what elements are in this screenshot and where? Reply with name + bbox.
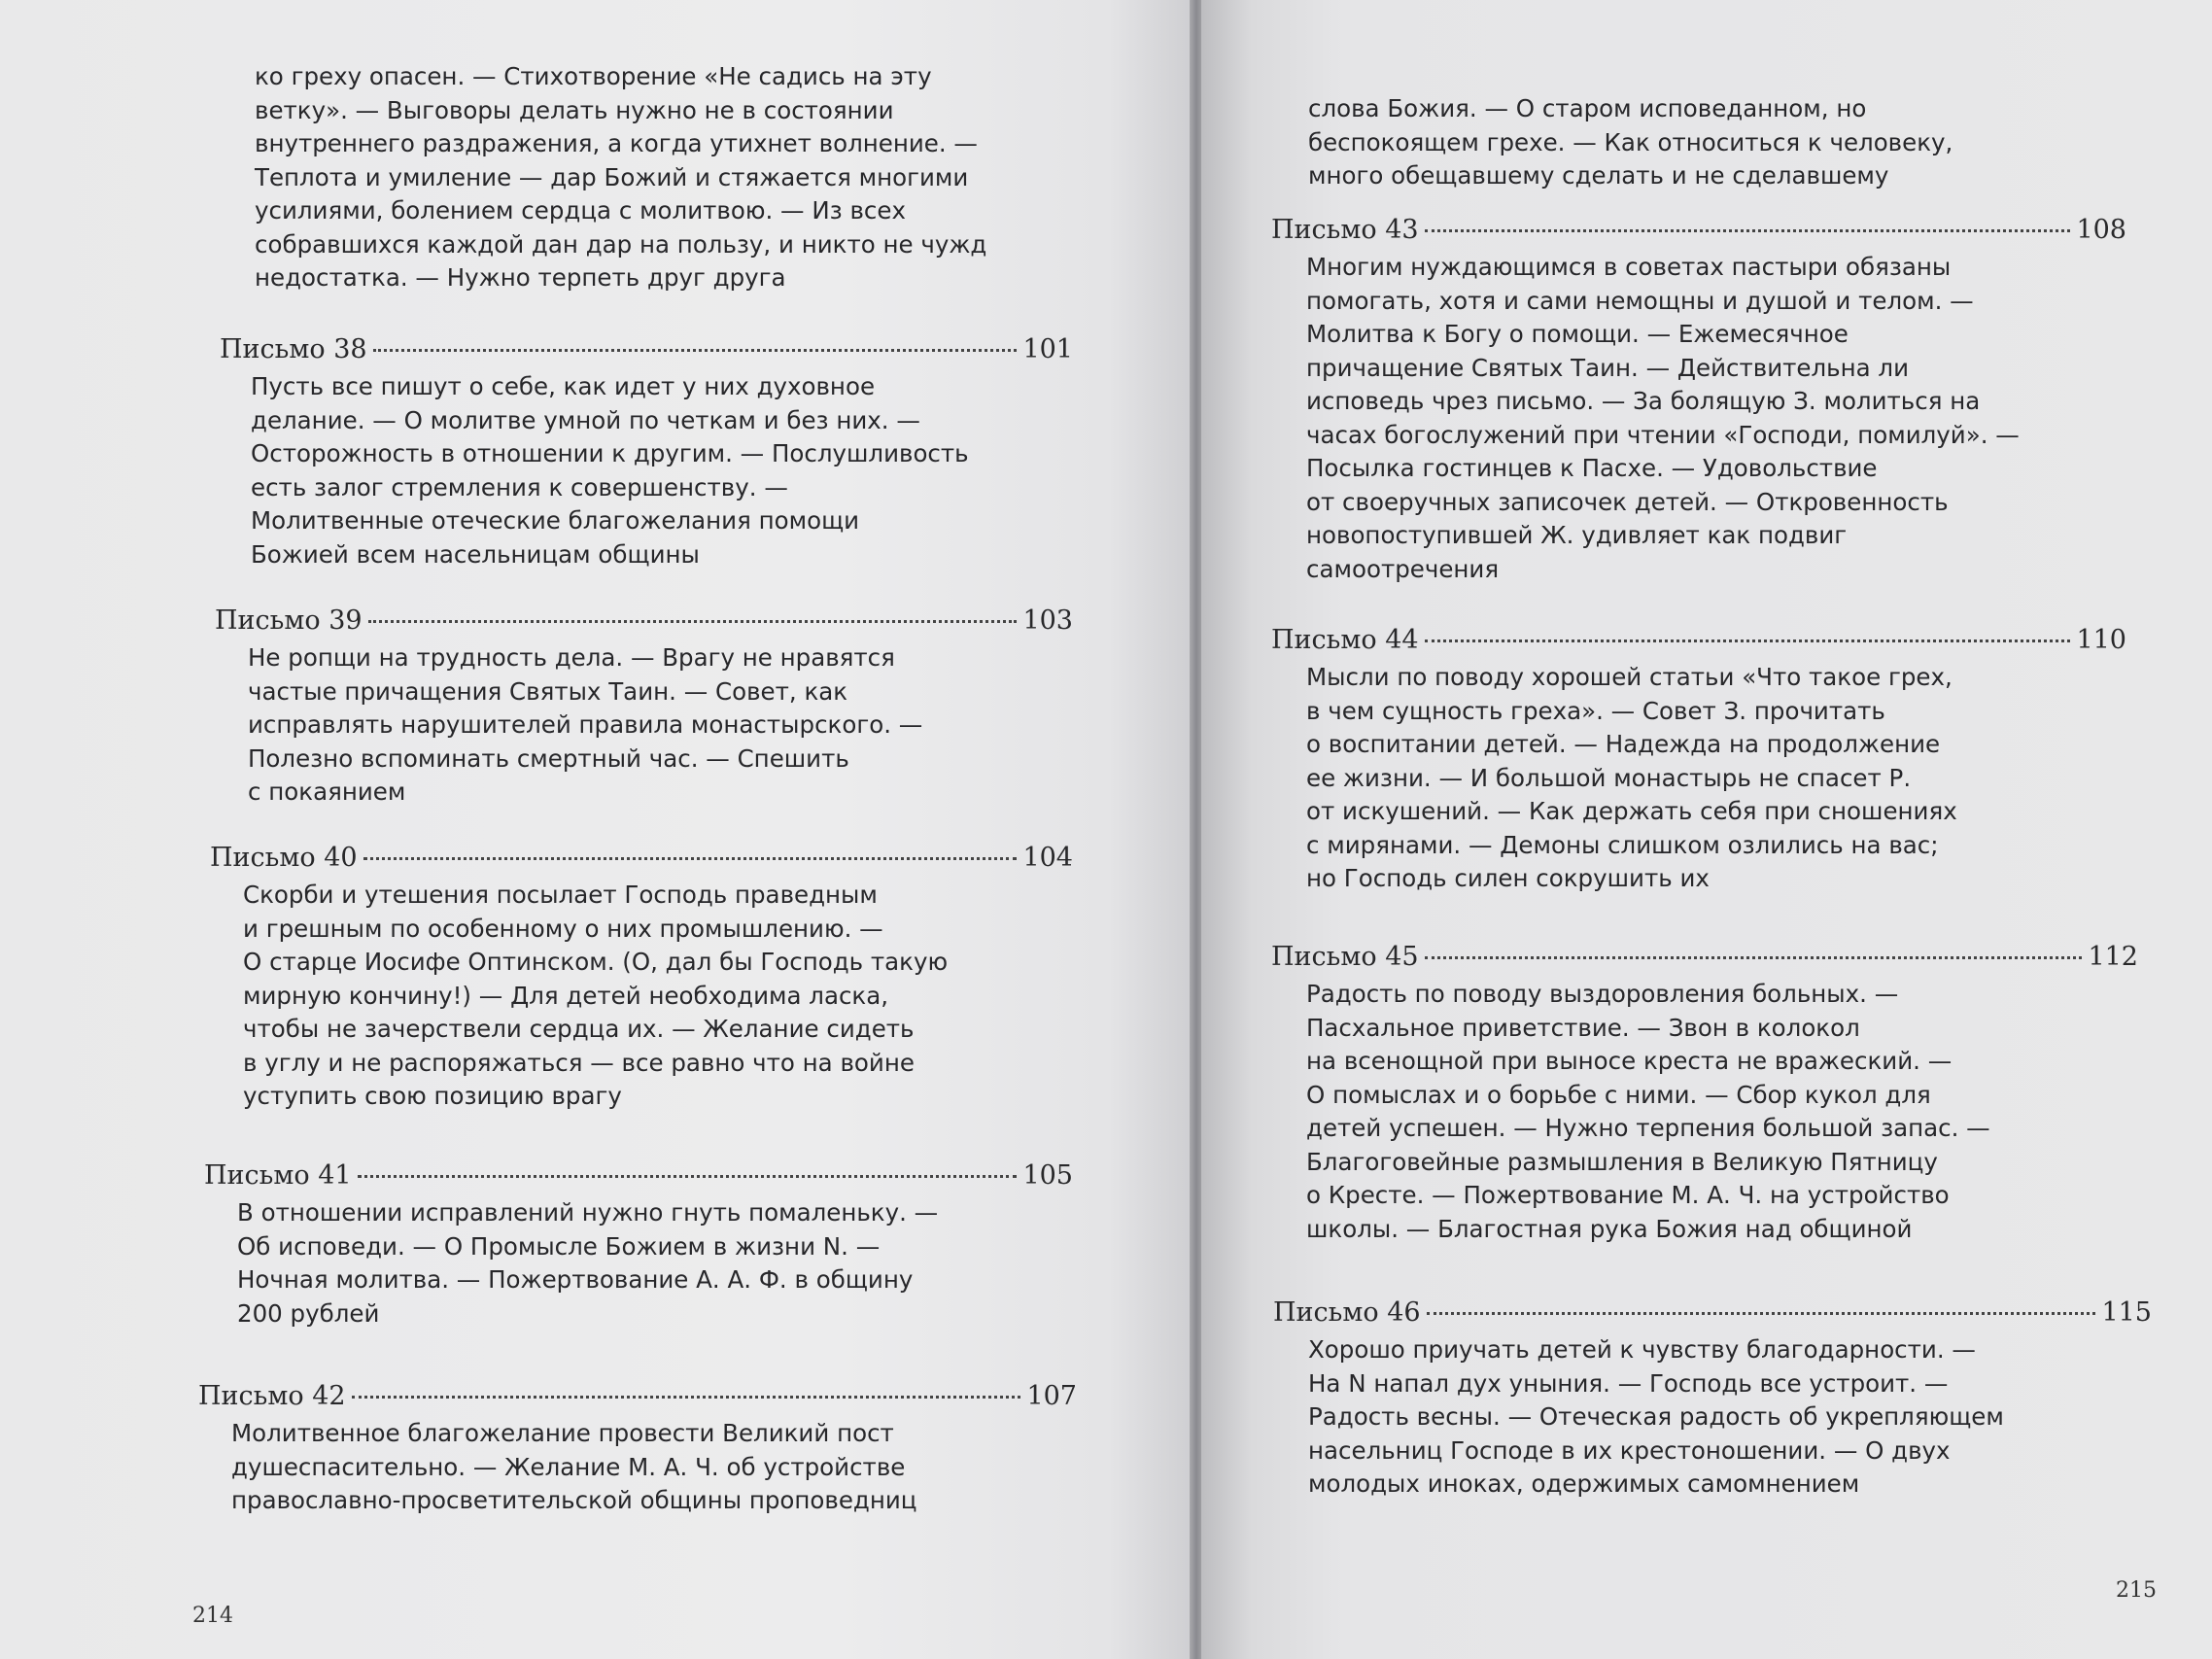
toc-entry-heading[interactable] xyxy=(220,333,1073,366)
toc-entry-letter-38 xyxy=(220,333,1073,571)
entry-description: Не ропщи на трудность дела. — Врагу не нравятся частые причащения Святых Таин. — Совет, как исправлять нарушителей правила монастырского. — Полезно вспоминать смертный час. — Спешить с покаянием xyxy=(248,643,923,806)
dot-leader xyxy=(368,620,1018,623)
entry-description: Молитвенное благожелание провести Великий пост душеспасительно. — Желание М. А. Ч. об устройстве православно-просветительской общины проповедниц xyxy=(231,1419,917,1514)
entry-title: Письмо 46 xyxy=(1273,1297,1421,1328)
page-number-left: 214 xyxy=(192,1604,233,1628)
toc-entry-heading[interactable] xyxy=(204,1159,1073,1192)
entry-description: Радость по поводу выздоровления больных. — Пасхальное приветствие. — Звон в колокол на всенощной при выносе креста не вражеский. — О помыслах и о борьбе с ними. — Сбор кукол для детей успешен. — Нужно терпения большой запас. — Благоговейные размышления в Великую Пятницу о Кресте. — Пожертвование М. А. Ч. на устройство школы. — Благостная рука Божия над общиной xyxy=(1306,980,1990,1243)
dot-leader xyxy=(1425,956,2083,959)
toc-entry-letter-45 xyxy=(1271,941,2138,1246)
toc-entry-letter-42 xyxy=(198,1380,1077,1518)
dot-leader xyxy=(373,349,1018,352)
entry-title: Письмо 43 xyxy=(1271,215,1419,245)
dot-leader xyxy=(363,857,1018,860)
entry-title: Письмо 44 xyxy=(1271,625,1419,655)
toc-entry-letter-39 xyxy=(215,605,1073,810)
left-continuation-text: ко греху опасен. — Стихотворение «Не садись на эту ветку». — Выговоры делать нужно не в состоянии внутреннего раздражения, а когда утихнет волнение. — Теплота и умиление — дар Божий и стяжается многими усилиями, болением сердца с молитвою. — Из всех собравшихся каждой дан дар на пользу, и никто не чужд недостатка. — Нужно терпеть друг друга xyxy=(255,62,987,292)
right-continuation-text: слова Божия. — О старом исповеданном, но беспокоящем грехе. — Как относиться к человеку, много обещавшему сделать и не сделавшему xyxy=(1308,94,1953,190)
dot-leader xyxy=(1427,1312,2096,1315)
toc-entry-letter-43 xyxy=(1271,214,2126,586)
entry-page-number: 105 xyxy=(1022,1160,1073,1191)
toc-entry-heading[interactable] xyxy=(1271,214,2126,247)
entry-page-number: 107 xyxy=(1026,1381,1077,1411)
dot-leader xyxy=(1425,639,2071,642)
entry-page-number: 110 xyxy=(2076,625,2126,655)
entry-description: Скорби и утешения посылает Господь праведным и грешным по особенному о них промышлению. — О старце Иосифе Оптинском. (О, дал бы Господь такую мирную кончину!) — Для детей необходима ласка, чтобы не зачерствели сердца их. — Желание сидеть в углу и не распоряжаться — все равно что на войне уступить свою позицию врагу xyxy=(243,881,949,1110)
toc-entry-heading[interactable] xyxy=(198,1380,1077,1413)
toc-entry-heading[interactable] xyxy=(210,842,1073,875)
entry-description: Многим нуждающимся в советах пастыри обязаны помогать, хотя и сами немощны и душой и телом. — Молитва к Богу о помощи. — Ежемесячное причащение Святых Таин. — Действительна ли исповедь чрез письмо. — За болящую З. молиться на часах богослужений при чтении «Господи, помилуй». — Посылка гостинцев к Пасхе. — Удовольствие от своеручных записочек детей. — Откровенность новопоступившей Ж. удивляет как подвиг самоотречения xyxy=(1306,253,2020,583)
entry-title: Письмо 38 xyxy=(220,334,367,364)
entry-description: Пусть все пишут о себе, как идет у них духовное делание. — О молитве умной по четкам и без них. — Осторожность в отношении к другим. — Послушливость есть залог стремления к совершенству. — Молитвенные отеческие благожелания помощи Божией всем насельницам общины xyxy=(251,372,969,569)
entry-page-number: 115 xyxy=(2101,1297,2152,1328)
entry-title: Письмо 45 xyxy=(1271,942,1419,972)
toc-entry-letter-46 xyxy=(1273,1296,2152,1502)
entry-description: В отношении исправлений нужно гнуть помаленьку. — Об исповеди. — О Промысле Божием в жизни N. — Ночная молитва. — Пожертвование А. А. Ф. в общину 200 рублей xyxy=(237,1198,939,1328)
entry-description: Мысли по поводу хорошей статьи «Что такое грех, в чем сущность греха». — Совет З. прочитать о воспитании детей. — Надежда на продолжение ее жизни. — И большой монастырь не спасет Р. от искушений. — Как держать себя при сношениях с мирянами. — Демоны слишком озлились на вас; но Господь силен сокрушить их xyxy=(1306,663,1957,892)
toc-entry-heading[interactable] xyxy=(1273,1296,2152,1330)
entry-page-number: 104 xyxy=(1022,843,1073,873)
toc-entry-heading[interactable] xyxy=(215,605,1073,638)
toc-entry-letter-40 xyxy=(210,842,1073,1114)
toc-entry-heading[interactable] xyxy=(1271,941,2138,974)
dot-leader xyxy=(1425,229,2071,232)
dot-leader xyxy=(358,1175,1018,1178)
toc-entry-letter-41 xyxy=(204,1159,1073,1331)
entry-page-number: 103 xyxy=(1022,605,1073,636)
right-page xyxy=(1201,0,2212,1659)
entry-title: Письмо 41 xyxy=(204,1160,352,1191)
page-number-right: 215 xyxy=(2116,1578,2157,1603)
entry-title: Письмо 42 xyxy=(198,1381,346,1411)
entry-title: Письмо 40 xyxy=(210,843,358,873)
entry-page-number: 108 xyxy=(2076,215,2126,245)
dot-leader xyxy=(352,1396,1021,1399)
toc-entry-letter-44 xyxy=(1271,624,2126,896)
toc-entry-heading[interactable] xyxy=(1271,624,2126,657)
entry-page-number: 112 xyxy=(2088,942,2138,972)
entry-page-number: 101 xyxy=(1022,334,1073,364)
entry-title: Письмо 39 xyxy=(215,605,363,636)
entry-description: Хорошо приучать детей к чувству благодарности. — На N напал дух уныния. — Господь все устроит. — Радость весны. — Отеческая радость об укрепляющем насельниц Господе в их крестоношении. — О двух молодых иноках, одержимых самомнением xyxy=(1308,1335,2004,1498)
